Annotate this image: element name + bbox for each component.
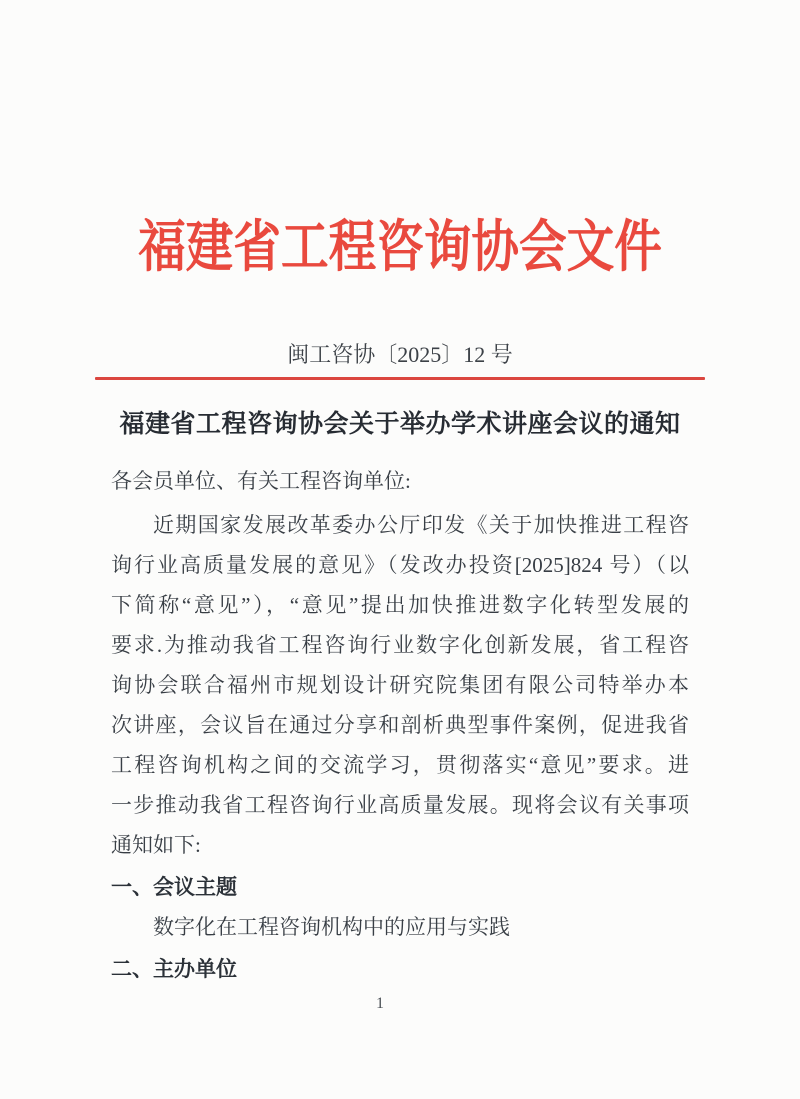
section-meeting-topic	[111, 867, 689, 947]
section-heading: 一、会议主题	[111, 874, 237, 899]
section-organizer	[111, 949, 689, 989]
paragraph-line: 近期国家发展改革委办公厅印发《关于加快推进工程咨	[153, 512, 689, 537]
paragraph-line: 次讲座，会议旨在通过分享和剖析典型事件案例，促进我省	[111, 712, 689, 737]
paragraph-line: 工程咨询机构之间的交流学习，贯彻落实“意见”要求。进	[111, 752, 689, 777]
notice-title: 福建省工程咨询协会关于举办学术讲座会议的通知	[119, 411, 681, 439]
letterhead	[0, 0, 800, 380]
section-heading: 二、主办单位	[111, 956, 237, 981]
paragraph-line: 要求.为推动我省工程咨询行业数字化创新发展，省工程咨	[111, 632, 689, 657]
salutation-line: 各会员单位、有关工程咨询单位:	[111, 468, 411, 493]
org-title: 福建省工程咨询协会文件	[138, 217, 662, 279]
notice-body	[111, 409, 689, 988]
paragraph-line: 一步推动我省工程咨询行业高质量发展。现将会议有关事项	[111, 792, 689, 817]
doc-number: 闽工咨协〔2025〕12 号	[287, 342, 513, 367]
page-number: 1	[376, 995, 384, 1012]
paragraph-line: 下简称“意见”），“意见”提出加快推进数字化转型发展的	[111, 592, 689, 617]
paragraph-line: 通知如下:	[111, 832, 201, 857]
page-footer	[0, 995, 760, 1013]
red-divider	[95, 377, 705, 380]
notice-paragraph	[111, 505, 689, 865]
section-content: 数字化在工程咨询机构中的应用与实践	[153, 914, 510, 939]
paragraph-line: 询行业高质量发展的意见》（发改办投资[2025]824 号）（以	[111, 552, 689, 577]
paragraph-line: 询协会联合福州市规划设计研究院集团有限公司特举办本	[111, 672, 689, 697]
